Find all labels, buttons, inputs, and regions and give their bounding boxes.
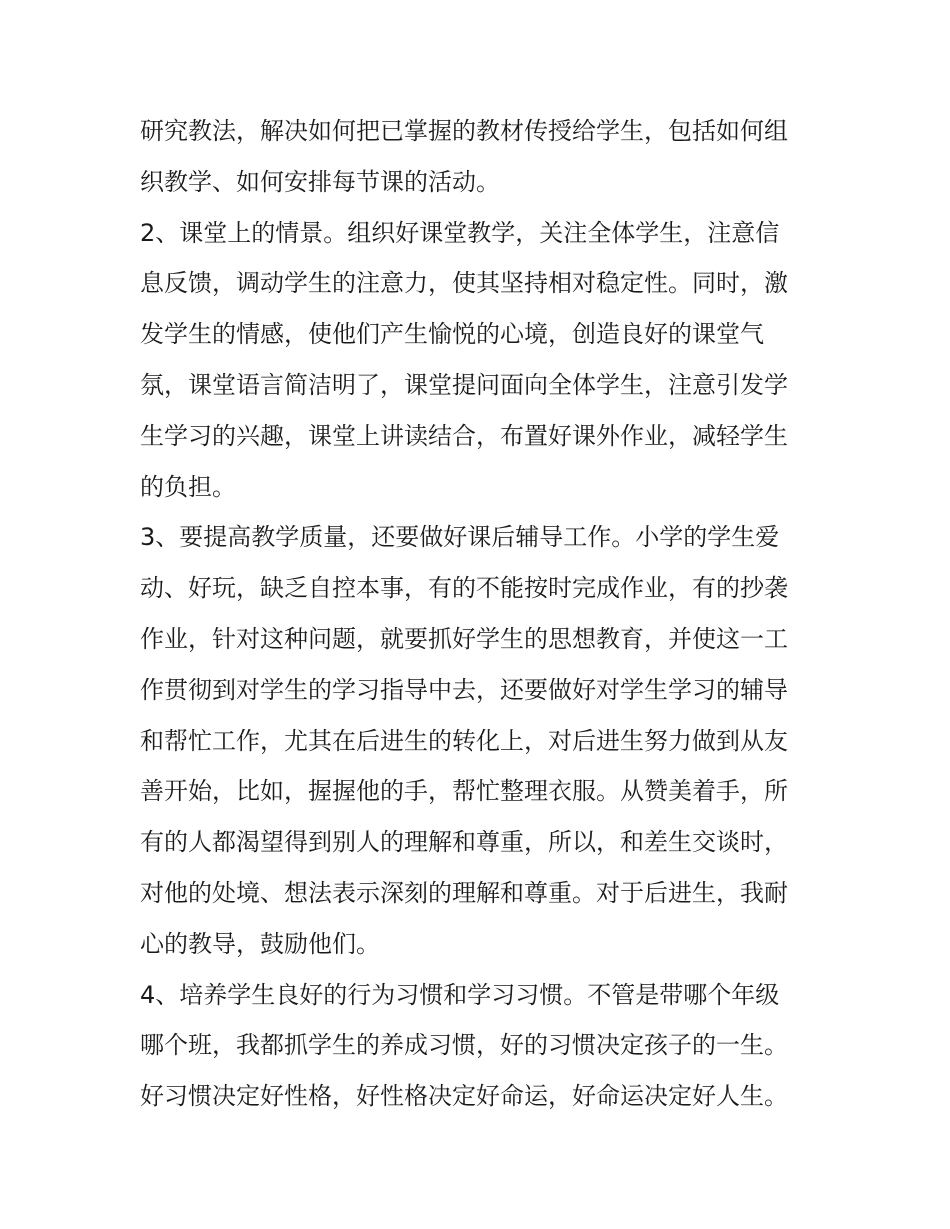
text-line: 的负担。: [140, 472, 236, 501]
text-line: 有的人都渴望得到别人的理解和尊重，所以，和差生交谈时，: [140, 828, 788, 857]
text-line: 作业，针对这种问题，就要抓好学生的思想教育，并使这一工: [140, 624, 788, 653]
text-line: 研究教法，解决如何把已掌握的教材传授给学生，包括如何组: [140, 117, 788, 145]
document-body: [140, 106, 815, 1122]
text-line: 息反馈，调动学生的注意力，使其坚持相对稳定性。同时，激: [140, 269, 788, 298]
paragraph-4: [140, 970, 815, 1122]
text-line: 织教学、如何安排每节课的活动。: [140, 167, 500, 196]
text-line: 好习惯决定好性格，好性格决定好命运，好命运决定好人生。: [140, 1082, 788, 1111]
text-line: 作贯彻到对学生的学习指导中去，还要做好对学生学习的辅导: [140, 675, 788, 704]
text-line: 心的教导，鼓励他们。: [140, 929, 380, 958]
paragraph-2: [140, 208, 815, 513]
text-line: 和帮忙工作，尤其在后进生的转化上，对后进生努力做到从友: [140, 726, 788, 755]
text-line: 氛，课堂语言简洁明了，课堂提问面向全体学生，注意引发学: [140, 370, 788, 399]
text-line: 4、培养学生良好的行为习惯和学习习惯。不管是带哪个年级: [140, 980, 780, 1009]
text-line: 对他的处境、想法表示深刻的理解和尊重。对于后进生，我耐: [140, 878, 788, 907]
text-line: 2、课堂上的情景。组织好课堂教学，关注全体学生，注意信: [140, 218, 780, 247]
text-line: 动、好玩，缺乏自控本事，有的不能按时完成作业，有的抄袭: [140, 574, 788, 603]
paragraph-3: [140, 512, 815, 969]
text-line: 善开始，比如，握握他的手，帮忙整理衣服。从赞美着手，所: [140, 777, 788, 806]
text-line: 哪个班，我都抓学生的养成习惯，好的习惯决定孩子的一生。: [140, 1031, 788, 1060]
text-line: 发学生的情感，使他们产生愉悦的心境，创造良好的课堂气: [140, 320, 764, 349]
text-line: 3、要提高教学质量，还要做好课后辅导工作。小学的学生爱: [140, 523, 780, 552]
text-line: 生学习的兴趣，课堂上讲读结合，布置好课外作业，减轻学生: [140, 421, 788, 450]
paragraph-1: [140, 106, 815, 208]
